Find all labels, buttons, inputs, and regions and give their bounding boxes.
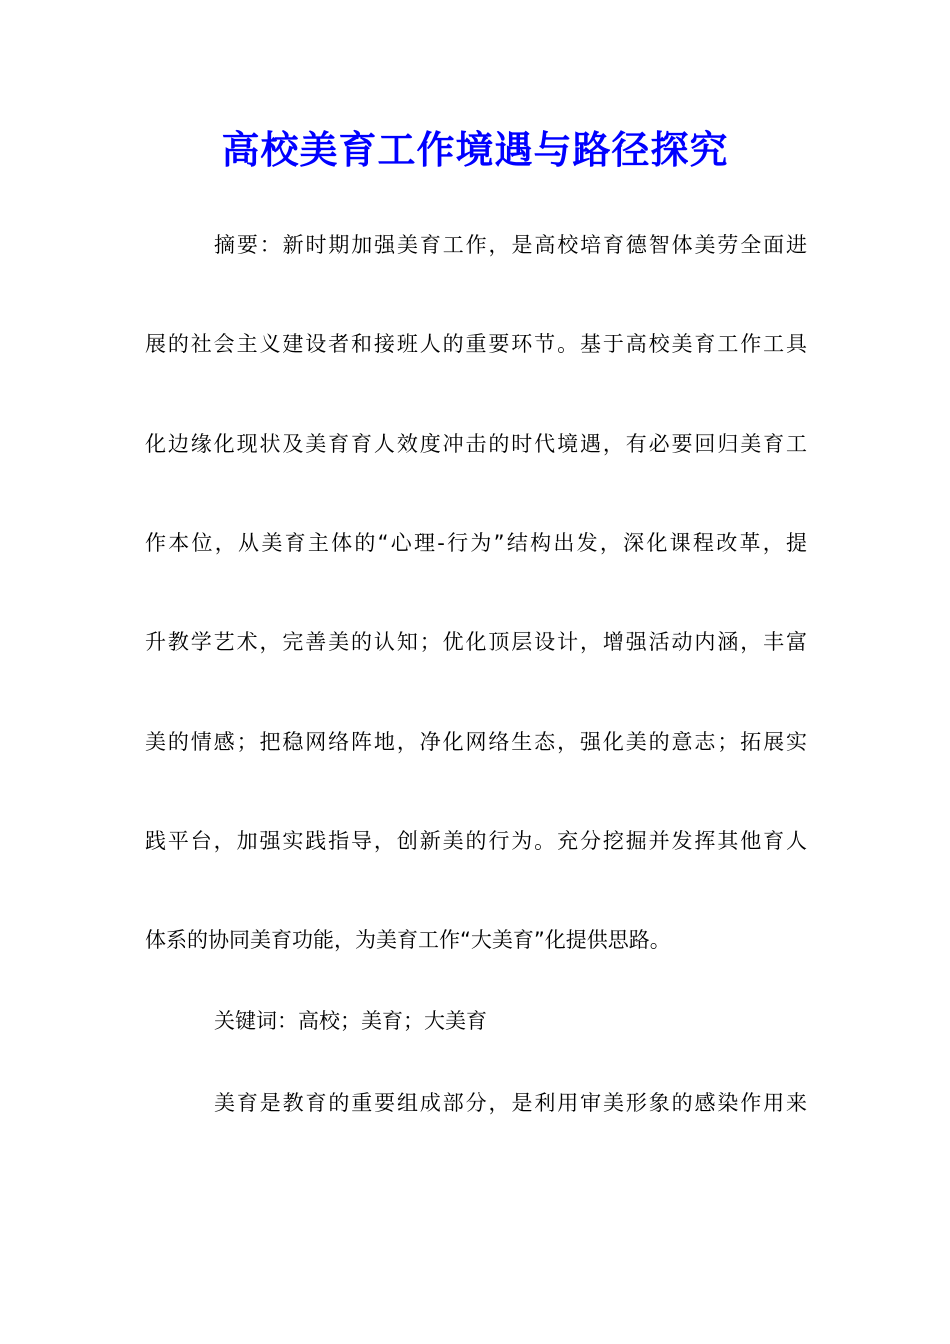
abstract-line-1: 摘要：新时期加强美育工作，是高校培育德智体美劳全面进: [214, 233, 807, 257]
abstract-line-2: 展的社会主义建设者和接班人的重要环节。基于高校美育工作工具: [145, 332, 807, 356]
abstract-line-3: 化边缘化现状及美育育人效度冲击的时代境遇，有必要回归美育工: [145, 432, 807, 456]
abstract-line-8: 体系的协同美育功能，为美育工作“大美育”化提供思路。: [145, 928, 671, 952]
abstract-line-6: 美的情感；把稳网络阵地，净化网络生态，强化美的意志；拓展实: [145, 730, 807, 754]
abstract-line-7: 践平台，加强实践指导，创新美的行为。充分挖掘并发挥其他育人: [145, 829, 807, 853]
abstract-line-4: 作本位，从美育主体的“心理-行为”结构出发，深化课程改革，提: [145, 531, 807, 555]
abstract-line-5: 升教学艺术，完善美的认知；优化顶层设计，增强活动内涵，丰富: [145, 630, 807, 654]
body-paragraph-line-1: 美育是教育的重要组成部分，是利用审美形象的感染作用来: [214, 1091, 807, 1115]
document-title: 高校美育工作境遇与路径探究: [221, 127, 729, 172]
keywords-line: 关键词：高校；美育；大美育: [214, 1009, 487, 1033]
